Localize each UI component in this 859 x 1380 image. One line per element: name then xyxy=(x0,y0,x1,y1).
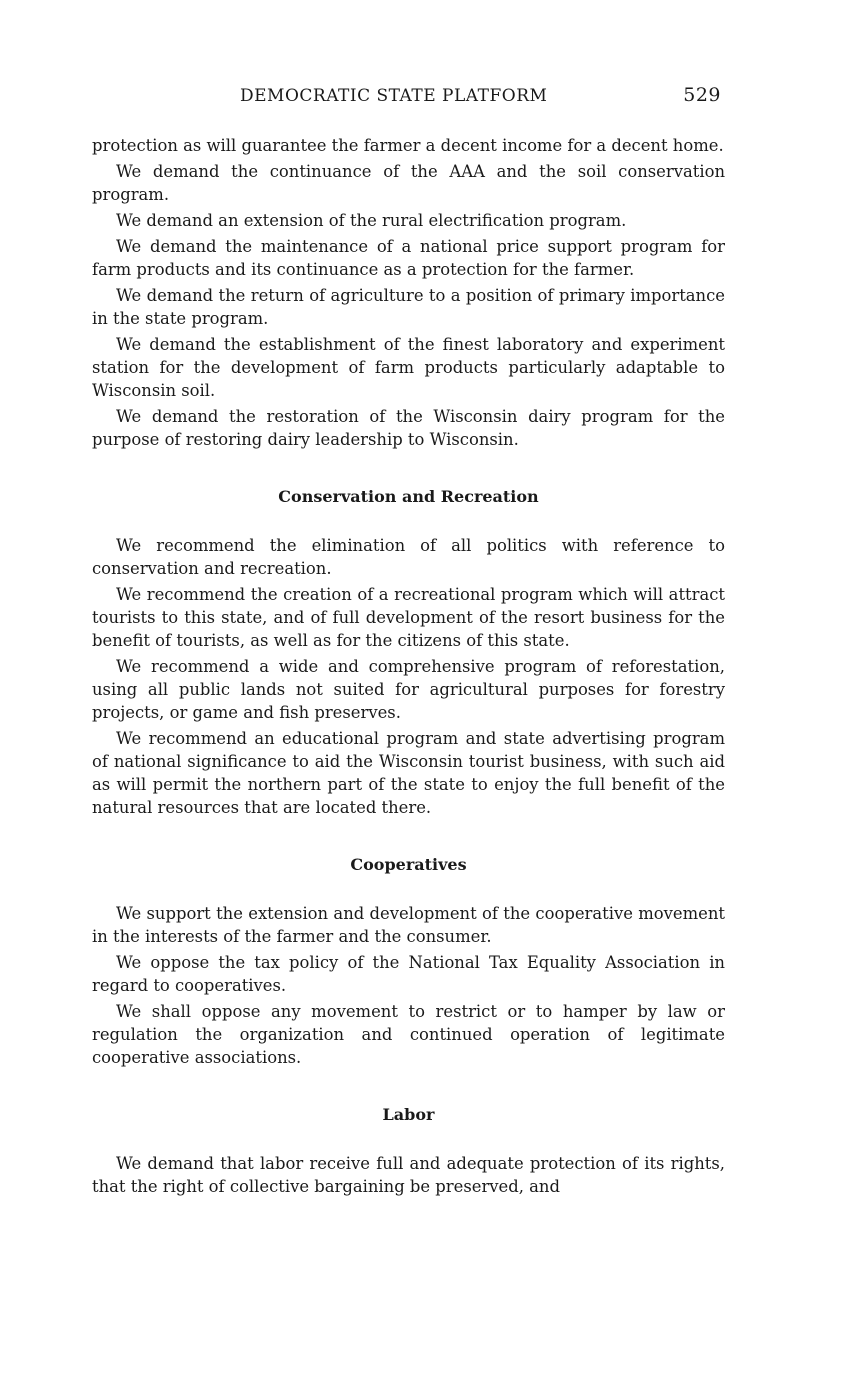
paragraph: We demand the maintenance of a national price support program for farm products and its continuance as a protection for the farmer. xyxy=(92,237,725,279)
page-number: 529 xyxy=(683,84,721,106)
document-body xyxy=(92,134,725,1198)
paragraph: We demand the continuance of the AAA and the soil conservation program. xyxy=(92,162,725,204)
paragraph: We demand an extension of the rural electrification program. xyxy=(116,211,627,230)
paragraph: We demand the return of agriculture to a position of primary importance in the state program. xyxy=(92,286,725,328)
paragraph: protection as will guarantee the farmer a decent income for a decent home. xyxy=(92,136,724,155)
paragraph: We demand the restoration of the Wisconsin dairy program for the purpose of restoring dairy leadership to Wisconsin. xyxy=(92,407,725,449)
section-heading-labor: Labor xyxy=(382,1105,435,1124)
running-title: DEMOCRATIC STATE PLATFORM xyxy=(240,86,548,106)
paragraph: We recommend the creation of a recreational program which will attract tourists to this state, and of full development of the resort business for the benefit of tourists, as well as for the citizens of this state. xyxy=(92,585,725,650)
paragraph: We shall oppose any movement to restrict or to hamper by law or regulation the organization and continued operation of legitimate cooperative associations. xyxy=(92,1002,725,1067)
paragraph: We support the extension and development of the cooperative movement in the interests of the farmer and the consumer. xyxy=(92,904,725,946)
paragraph: We demand the establishment of the finest laboratory and experiment station for the development of farm products particularly adaptable to Wisconsin soil. xyxy=(92,335,725,400)
document-page xyxy=(92,82,725,1201)
paragraph: We demand that labor receive full and adequate protection of its rights, that the right of collective bargaining be preserved, and xyxy=(92,1154,725,1196)
section-heading-conservation: Conservation and Recreation xyxy=(278,487,539,506)
paragraph: We recommend the elimination of all politics with reference to conservation and recreation. xyxy=(92,536,725,578)
paragraph: We oppose the tax policy of the National Tax Equality Association in regard to cooperatives. xyxy=(92,953,725,995)
paragraph: We recommend a wide and comprehensive program of reforestation, using all public lands not suited for agricultural purposes for forestry projects, or game and fish preserves. xyxy=(92,657,725,722)
paragraph: We recommend an educational program and state advertising program of national significance to aid the Wisconsin tourist business, with such aid as will permit the northern part of the state to enjoy the full benefit of the natural resources that are located there. xyxy=(92,729,725,817)
section-heading-cooperatives: Cooperatives xyxy=(350,855,467,874)
running-header xyxy=(92,82,725,112)
